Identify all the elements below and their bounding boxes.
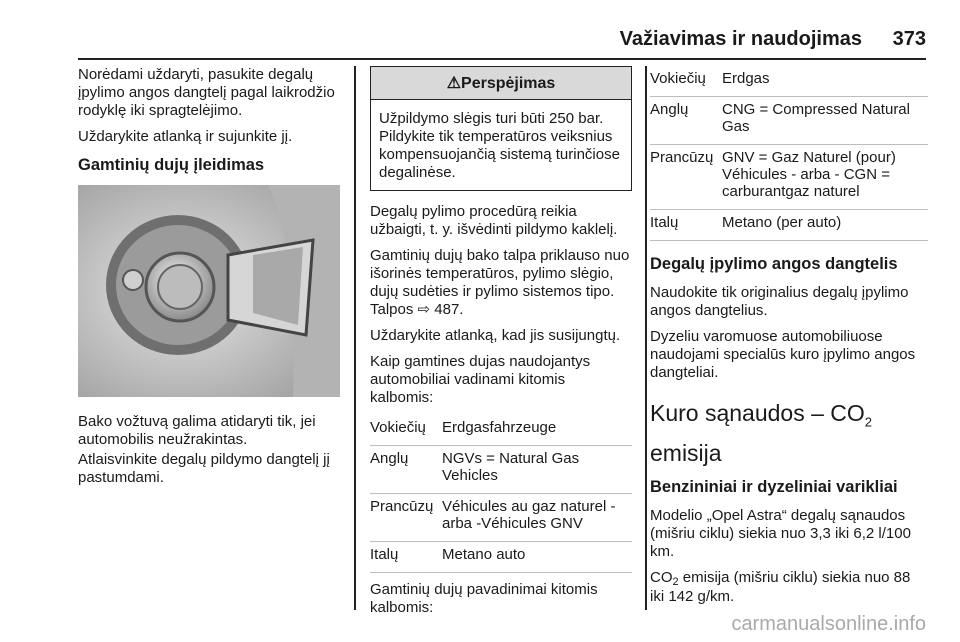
table-row — [370, 494, 632, 542]
table-cell: Anglų — [370, 446, 442, 494]
paragraph: Bako vožtuvą galima atidaryti tik, jei automobilis neužrakintas. — [78, 413, 316, 448]
table-cell: Metano (per auto) — [722, 210, 928, 241]
table-row — [370, 415, 632, 446]
page-header-title: Važiavimas ir naudojimas — [619, 28, 862, 50]
subscript: 2 — [672, 575, 679, 588]
warning-text: Užpildymo slėgis turi būti 250 bar. Pildykite tik temperatūros veiksnius kompensuojančią sistemą turinčiose degalinėse. — [379, 110, 620, 181]
table-cell: CNG = Compressed Natural Gas — [722, 97, 928, 145]
table-cell: Anglų — [650, 97, 722, 145]
table-cell: Italų — [650, 210, 722, 241]
column-divider-2 — [645, 66, 647, 610]
column-divider-1 — [354, 66, 356, 610]
table-row — [370, 446, 632, 494]
paragraph: Naudokite tik originalius degalų įpylimo angos dangtelius. — [650, 284, 909, 319]
table-cell: Véhicules au gaz naturel - arba -Véhicules GNV — [442, 494, 632, 542]
header-rule — [78, 58, 926, 60]
paragraph — [650, 569, 928, 606]
watermark: carmanualsonline.info — [731, 613, 926, 635]
paragraph: Uždarykite atlanką, kad jis susijungtų. — [370, 327, 621, 344]
section-heading: Benzininiai ir dyzeliniai varikliai — [650, 477, 898, 496]
chapter-heading-text: Kuro sąnaudos – CO — [650, 400, 865, 426]
table-row — [650, 66, 928, 97]
warning-box — [370, 66, 632, 191]
paragraph: Norėdami uždaryti, pasukite degalų įpylimo angos dangtelį pagal laikrodžio rodyklę iki spragtelėjimo. — [78, 66, 335, 119]
section-heading: Degalų įpylimo angos dangtelis — [650, 255, 898, 273]
paragraph: Modelio „Opel Astra“ degalų sąnaudos (mišriu ciklu) siekia nuo 3,3 iki 6,2 l/100 km. — [650, 506, 911, 560]
table-cell: Prancūzų — [370, 494, 442, 542]
subscript: 2 — [864, 414, 873, 430]
text: emisija (mišriu ciklu) siekia nuo 88 iki 142 g/km. — [650, 568, 911, 605]
paragraph: Uždarykite atlanką ir sujunkite jį. — [78, 128, 293, 145]
table-row — [650, 145, 928, 210]
table-cell: Metano auto — [442, 542, 632, 573]
table-cell: GNV = Gaz Naturel (pour) Véhicules - arba - CGN = carburantgaz naturel — [722, 145, 928, 210]
warning-icon: ⚠ — [446, 75, 462, 92]
page-number: 373 — [892, 28, 926, 50]
fuel-cap-image — [78, 185, 340, 397]
paragraph: Atlaisvinkite degalų pildymo dangtelį jį pastumdami. — [78, 451, 330, 486]
table-cell: Prancūzų — [650, 145, 722, 210]
column-3 — [650, 66, 928, 614]
table-row — [370, 542, 632, 573]
paragraph: Degalų pylimo procedūrą reikia užbaigti, t. y. išvėdinti pildymo kaklelį. — [370, 203, 618, 238]
table-cell: Erdgas — [722, 66, 928, 97]
chapter-heading — [650, 398, 928, 468]
warning-header — [371, 67, 631, 100]
table-cell: Vokiečių — [650, 66, 722, 97]
table-cell: Erdgasfahrzeuge — [442, 415, 632, 446]
vehicle-names-table — [370, 415, 632, 573]
paragraph: Dyzeliu varomuose automobiliuose naudojami specialūs kuro įpylimo angos dangteliai. — [650, 328, 916, 381]
text: CO — [650, 568, 673, 586]
column-2 — [370, 66, 632, 625]
table-cell: Vokiečių — [370, 415, 442, 446]
table-row — [650, 210, 928, 241]
column-1 — [78, 66, 340, 495]
paragraph: Kaip gamtines dujas naudojantys automobiliai vadinami kitomis kalbomis: — [370, 353, 591, 406]
warning-title: Perspėjimas — [461, 75, 556, 92]
chapter-heading-text: emisija — [650, 439, 722, 466]
fuel-flap-illustration — [78, 185, 340, 397]
paragraph: Gamtinių dujų pavadinimai kitomis kalbomis: — [370, 581, 598, 616]
gas-names-table — [650, 66, 928, 241]
table-cell: Italų — [370, 542, 442, 573]
paragraph: Gamtinių dujų bako talpa priklauso nuo išorinės temperatūros, pylimo slėgio, dujų sudėties ir pylimo sistemos tipo. Talpos ⇨ 487. — [370, 247, 630, 318]
table-cell: NGVs = Natural Gas Vehicles — [442, 446, 632, 494]
table-row — [650, 97, 928, 145]
section-heading: Gamtinių dujų įleidimas — [78, 156, 265, 174]
